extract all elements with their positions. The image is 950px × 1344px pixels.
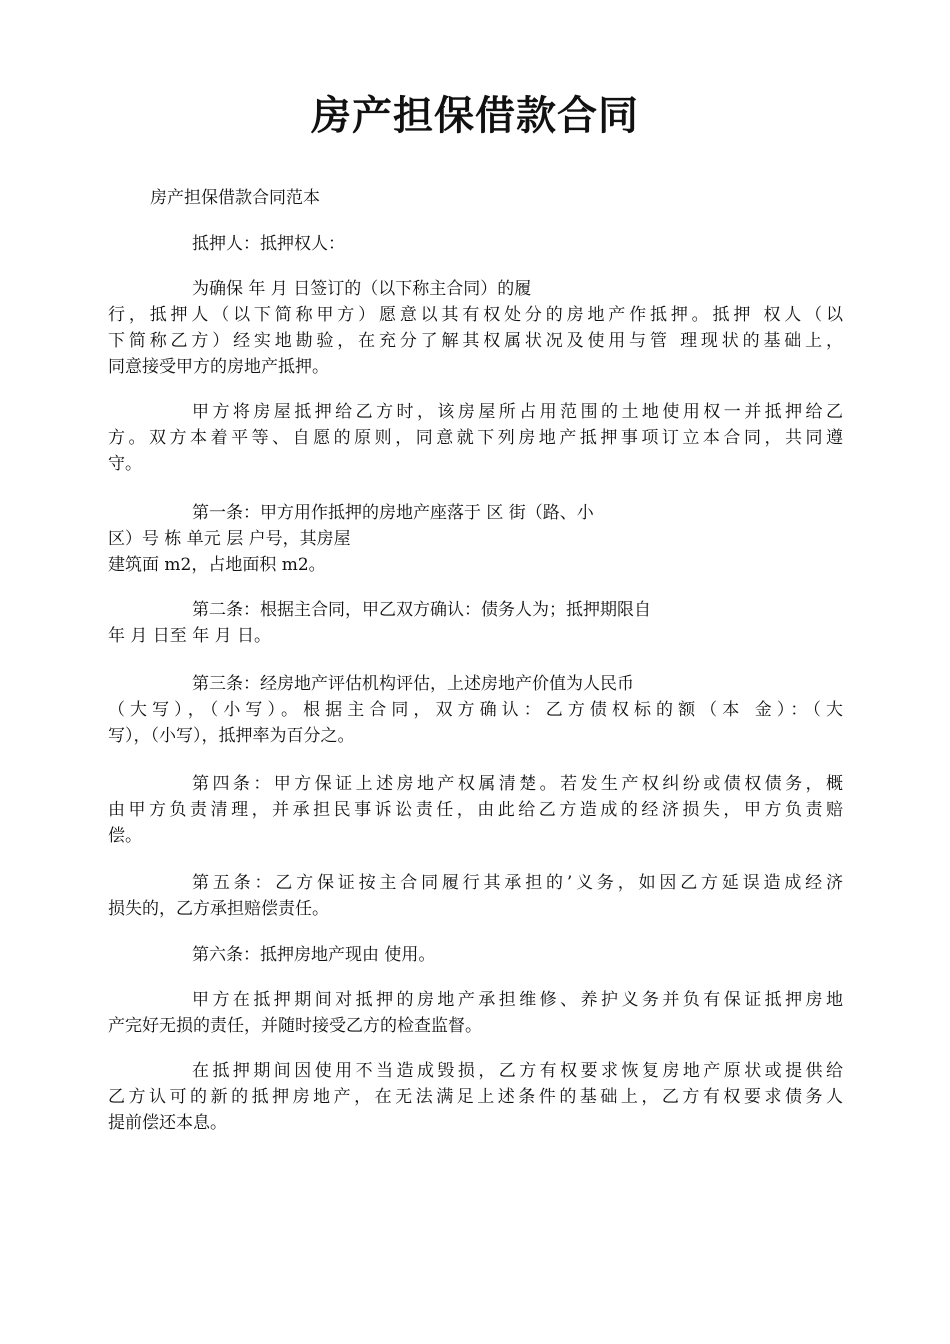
paragraph-line: 写），（小写），抵押率为百分之。 xyxy=(108,726,355,746)
paragraph xyxy=(108,500,843,578)
paragraph-line: 甲方将房屋抵押给乙方时，该房屋所占用范围的土地使用权一并抵押给乙 xyxy=(192,402,843,422)
paragraph-line: 抵押人：抵押权人： xyxy=(192,234,345,254)
paragraph-line: 建筑面 m2，占地面积 m2。 xyxy=(108,555,326,575)
paragraph-line: 下简称乙方）经实地勘验，在充分了解其权属状况及使用与管 理现状的基础上， xyxy=(108,331,843,351)
paragraph-line: 偿。 xyxy=(108,826,142,846)
paragraph-line: 第三条：经房地产评估机构评估，上述房地产价值为人民币 xyxy=(192,674,634,694)
paragraph-line: 行，抵押人（以下简称甲方）愿意以其有权处分的房地产作抵押。抵押 权人（以 xyxy=(108,305,843,325)
paragraph xyxy=(108,771,843,849)
paragraph-line: 在抵押期间因使用不当造成毁损，乙方有权要求恢复房地产原状或提供给 xyxy=(192,1061,843,1081)
paragraph-line: 第六条：抵押房地产现由 使用。 xyxy=(192,945,436,965)
document-subtitle: 房产担保借款合同范本 xyxy=(150,188,320,208)
paragraph-line: 年 月 日至 年 月 日。 xyxy=(108,626,272,646)
paragraph xyxy=(108,399,843,477)
paragraph-line: 为确保 年 月 日签订的（以下称主合同）的履 xyxy=(192,279,532,299)
paragraph-line: （大写），（小写）。根据主合同，双方确认：乙方债权标的额（本 金）：（大 xyxy=(108,700,843,720)
paragraph-line: 同意接受甲方的房地产抵押。 xyxy=(108,357,329,377)
paragraph xyxy=(108,942,843,968)
paragraph xyxy=(108,671,843,749)
document-title: 房产担保借款合同 xyxy=(311,92,639,139)
paragraph xyxy=(108,231,843,257)
paragraph xyxy=(108,597,843,649)
paragraph-line: 甲方在抵押期间对抵押的房地产承担维修、养护义务并负有保证抵押房地 xyxy=(192,990,843,1010)
paragraph-line: 乙方认可的新的抵押房地产，在无法满足上述条件的基础上，乙方有权要求债务人 xyxy=(108,1087,843,1107)
paragraph-line: 方。双方本着平等、自愿的原则，同意就下列房地产抵押事项订立本合同，共同遵 xyxy=(108,428,843,448)
paragraph xyxy=(108,870,843,922)
paragraph-line: 守。 xyxy=(108,454,142,474)
paragraph-line: 由甲方负责清理，并承担民事诉讼责任，由此给乙方造成的经济损失，甲方负责赔 xyxy=(108,800,843,820)
paragraph xyxy=(108,1058,843,1136)
paragraph-line: 区）号 栋 单元 层 户号，其房屋 xyxy=(108,529,351,549)
paragraph-line: 提前偿还本息。 xyxy=(108,1113,227,1133)
paragraph xyxy=(108,987,843,1039)
paragraph-line: 第五条：乙方保证按主合同履行其承担的’义务，如因乙方延误造成经济 xyxy=(192,873,843,893)
paragraph-line: 第四条：甲方保证上述房地产权属清楚。若发生产权纠纷或债权债务，概 xyxy=(192,774,843,794)
paragraph-line: 第一条：甲方用作抵押的房地产座落于 区 街（路、小 xyxy=(192,503,594,523)
paragraph-line: 产完好无损的责任，并随时接受乙方的检查监督。 xyxy=(108,1016,482,1036)
paragraph-line: 损失的，乙方承担赔偿责任。 xyxy=(108,899,329,919)
paragraph xyxy=(108,276,843,380)
paragraph-line: 第二条：根据主合同，甲乙双方确认：债务人为；抵押期限自 xyxy=(192,600,651,620)
